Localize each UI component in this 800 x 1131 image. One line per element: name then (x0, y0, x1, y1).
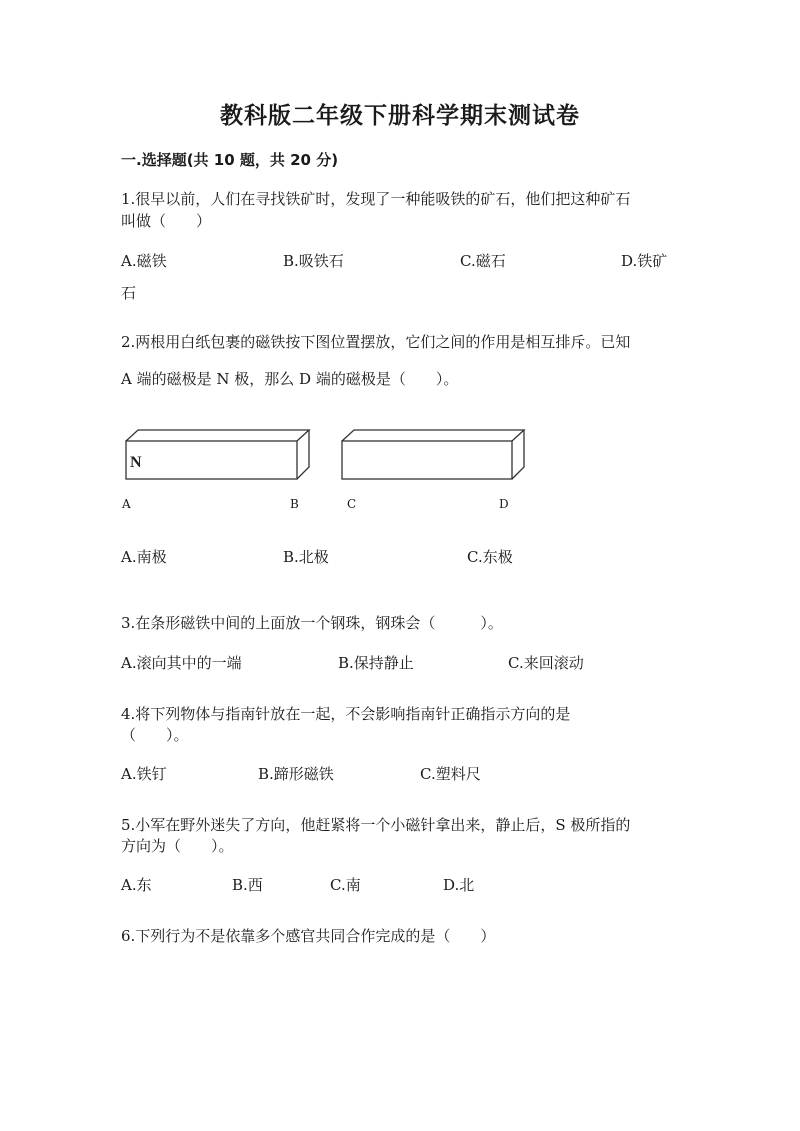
question-1-line-1: 1.很早以前，人们在寻找铁矿时，发现了一种能吸铁的矿石，他们把这种矿石 (121, 190, 631, 208)
question-1-option-d-wrap: 石 (121, 284, 137, 302)
question-4-option-a[interactable]: A.铁钉 (121, 765, 167, 783)
question-2-option-b[interactable]: B.北极 (283, 548, 329, 566)
question-1-option-a[interactable]: A.磁铁 (121, 252, 167, 270)
question-4-line-1: 4.将下列物体与指南针放在一起，不会影响指南针正确指示方向的是 (121, 705, 571, 723)
end-label-b: B (290, 497, 299, 511)
question-3-option-b[interactable]: B.保持静止 (338, 654, 414, 672)
question-5-option-a[interactable]: A.东 (121, 876, 152, 894)
question-5-option-d[interactable]: D.北 (443, 876, 475, 894)
question-6-line-1: 6.下列行为不是依靠多个感官共同合作完成的是（ ） (121, 927, 496, 945)
magnet-left (126, 430, 309, 479)
question-4-option-b[interactable]: B.蹄形磁铁 (258, 765, 334, 783)
question-1-option-b[interactable]: B.吸铁石 (283, 252, 344, 270)
magnet-right (342, 430, 524, 479)
question-3-option-c[interactable]: C.来回滚动 (508, 654, 584, 672)
section-header: 一.选择题(共 10 题，共 20 分) (121, 151, 339, 169)
question-5-option-b[interactable]: B.西 (232, 876, 263, 894)
question-2-option-a[interactable]: A.南极 (121, 548, 167, 566)
page-title: 教科版二年级下册科学期末测试卷 (220, 103, 580, 129)
question-3-option-a[interactable]: A.滚向其中的一端 (121, 654, 242, 672)
question-2-line-2: A 端的磁极是 N 极，那么 D 端的磁极是（ ）。 (121, 370, 459, 388)
end-label-a: A (122, 497, 131, 511)
question-2-line-1: 2.两根用白纸包裹的磁铁按下图位置摆放，它们之间的作用是相互排斥。已知 (121, 333, 631, 351)
question-4-option-c[interactable]: C.塑料尺 (420, 765, 481, 783)
question-1-option-c[interactable]: C.磁石 (460, 252, 506, 270)
question-5-line-2: 方向为（ ）。 (121, 837, 234, 855)
question-3-line-1: 3.在条形磁铁中间的上面放一个钢珠，钢珠会（ ）。 (121, 614, 503, 632)
question-1-option-d[interactable]: D.铁矿 (621, 252, 668, 270)
magnet-n-label: N (130, 454, 142, 471)
question-1-line-2: 叫做（ ） (121, 212, 212, 230)
question-5-option-c[interactable]: C.南 (330, 876, 361, 894)
question-5-line-1: 5.小军在野外迷失了方向，他赶紧将一个小磁针拿出来，静止后，S 极所指的 (121, 816, 631, 834)
end-label-c: C (347, 497, 357, 511)
end-label-d: D (499, 497, 509, 511)
magnets-figure (120, 422, 540, 484)
question-4-line-2: （ ）。 (121, 726, 189, 744)
question-2-option-c[interactable]: C.东极 (467, 548, 513, 566)
